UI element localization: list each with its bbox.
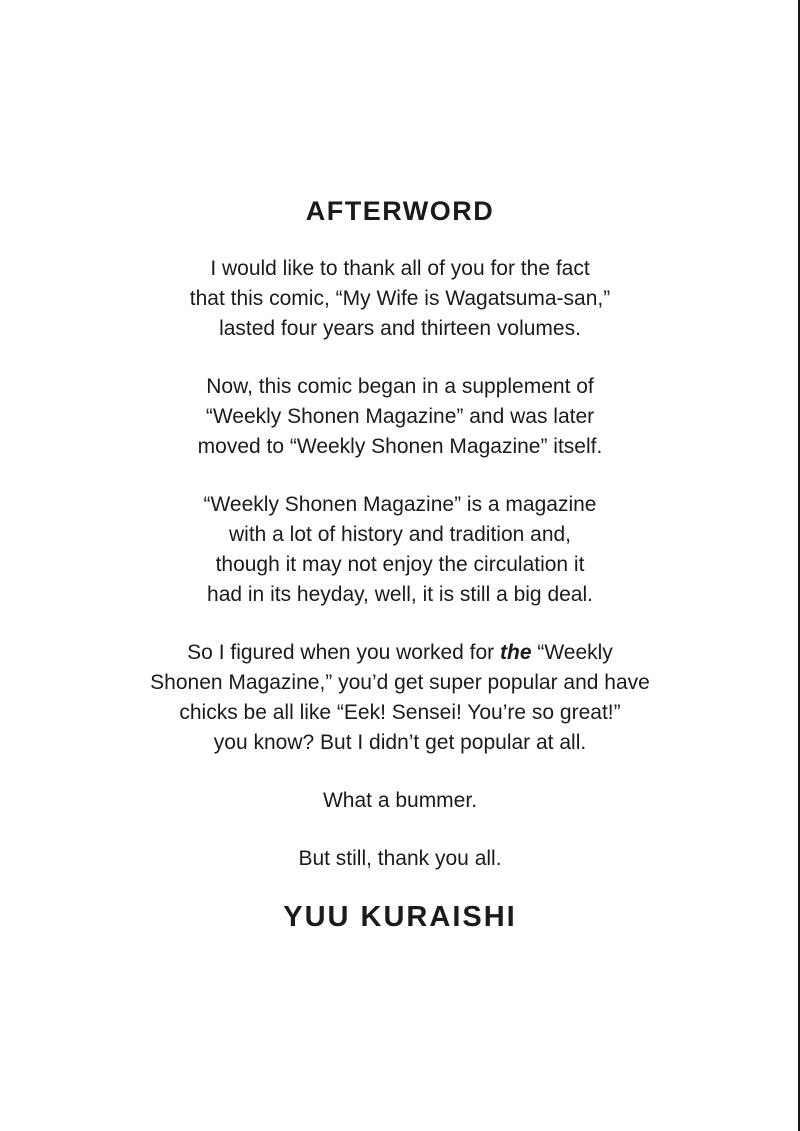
text-line: moved to “Weekly Shonen Magazine” itself. (197, 435, 603, 458)
author-signature: YUU KURAISHI (283, 901, 517, 933)
text-line (0, 638, 800, 668)
text-line: lasted four years and thirteen volumes. (219, 317, 581, 340)
text-line: Now, this comic began in a supplement of (206, 375, 594, 398)
text-line: I would like to thank all of you for the fact (210, 257, 590, 280)
text-line: though it may not enjoy the circulation it (215, 553, 585, 576)
paragraph-popularity (0, 638, 800, 758)
text-segment: So I figured when you worked for (187, 641, 501, 664)
text-line: “Weekly Shonen Magazine” is a magazine (203, 493, 597, 516)
text-line: had in its heyday, well, it is still a big deal. (207, 583, 593, 606)
paragraph-magazine-tradition (0, 490, 800, 610)
text-line: Shonen Magazine,” you’d get super popular and have (150, 671, 650, 694)
text-line: “Weekly Shonen Magazine” and was later (205, 405, 595, 428)
emphasized-word: the (500, 641, 532, 664)
text-line: What a bummer. (322, 789, 478, 812)
paragraph-magazine-history (0, 372, 800, 462)
text-line: chicks be all like “Eek! Sensei! You’re so great!” (179, 701, 621, 724)
text-line: you know? But I didn’t get popular at all. (213, 731, 587, 754)
text-line: that this comic, “My Wife is Wagatsuma-san,” (189, 287, 611, 310)
page-title: AFTERWORD (305, 196, 495, 226)
paragraph-bummer (0, 786, 800, 816)
text-segment: “Weekly (531, 641, 613, 664)
paragraph-closing-thanks (0, 844, 800, 874)
text-line: with a lot of history and tradition and, (228, 523, 572, 546)
paragraph-thanks (0, 254, 800, 344)
text-line: But still, thank you all. (298, 847, 502, 870)
